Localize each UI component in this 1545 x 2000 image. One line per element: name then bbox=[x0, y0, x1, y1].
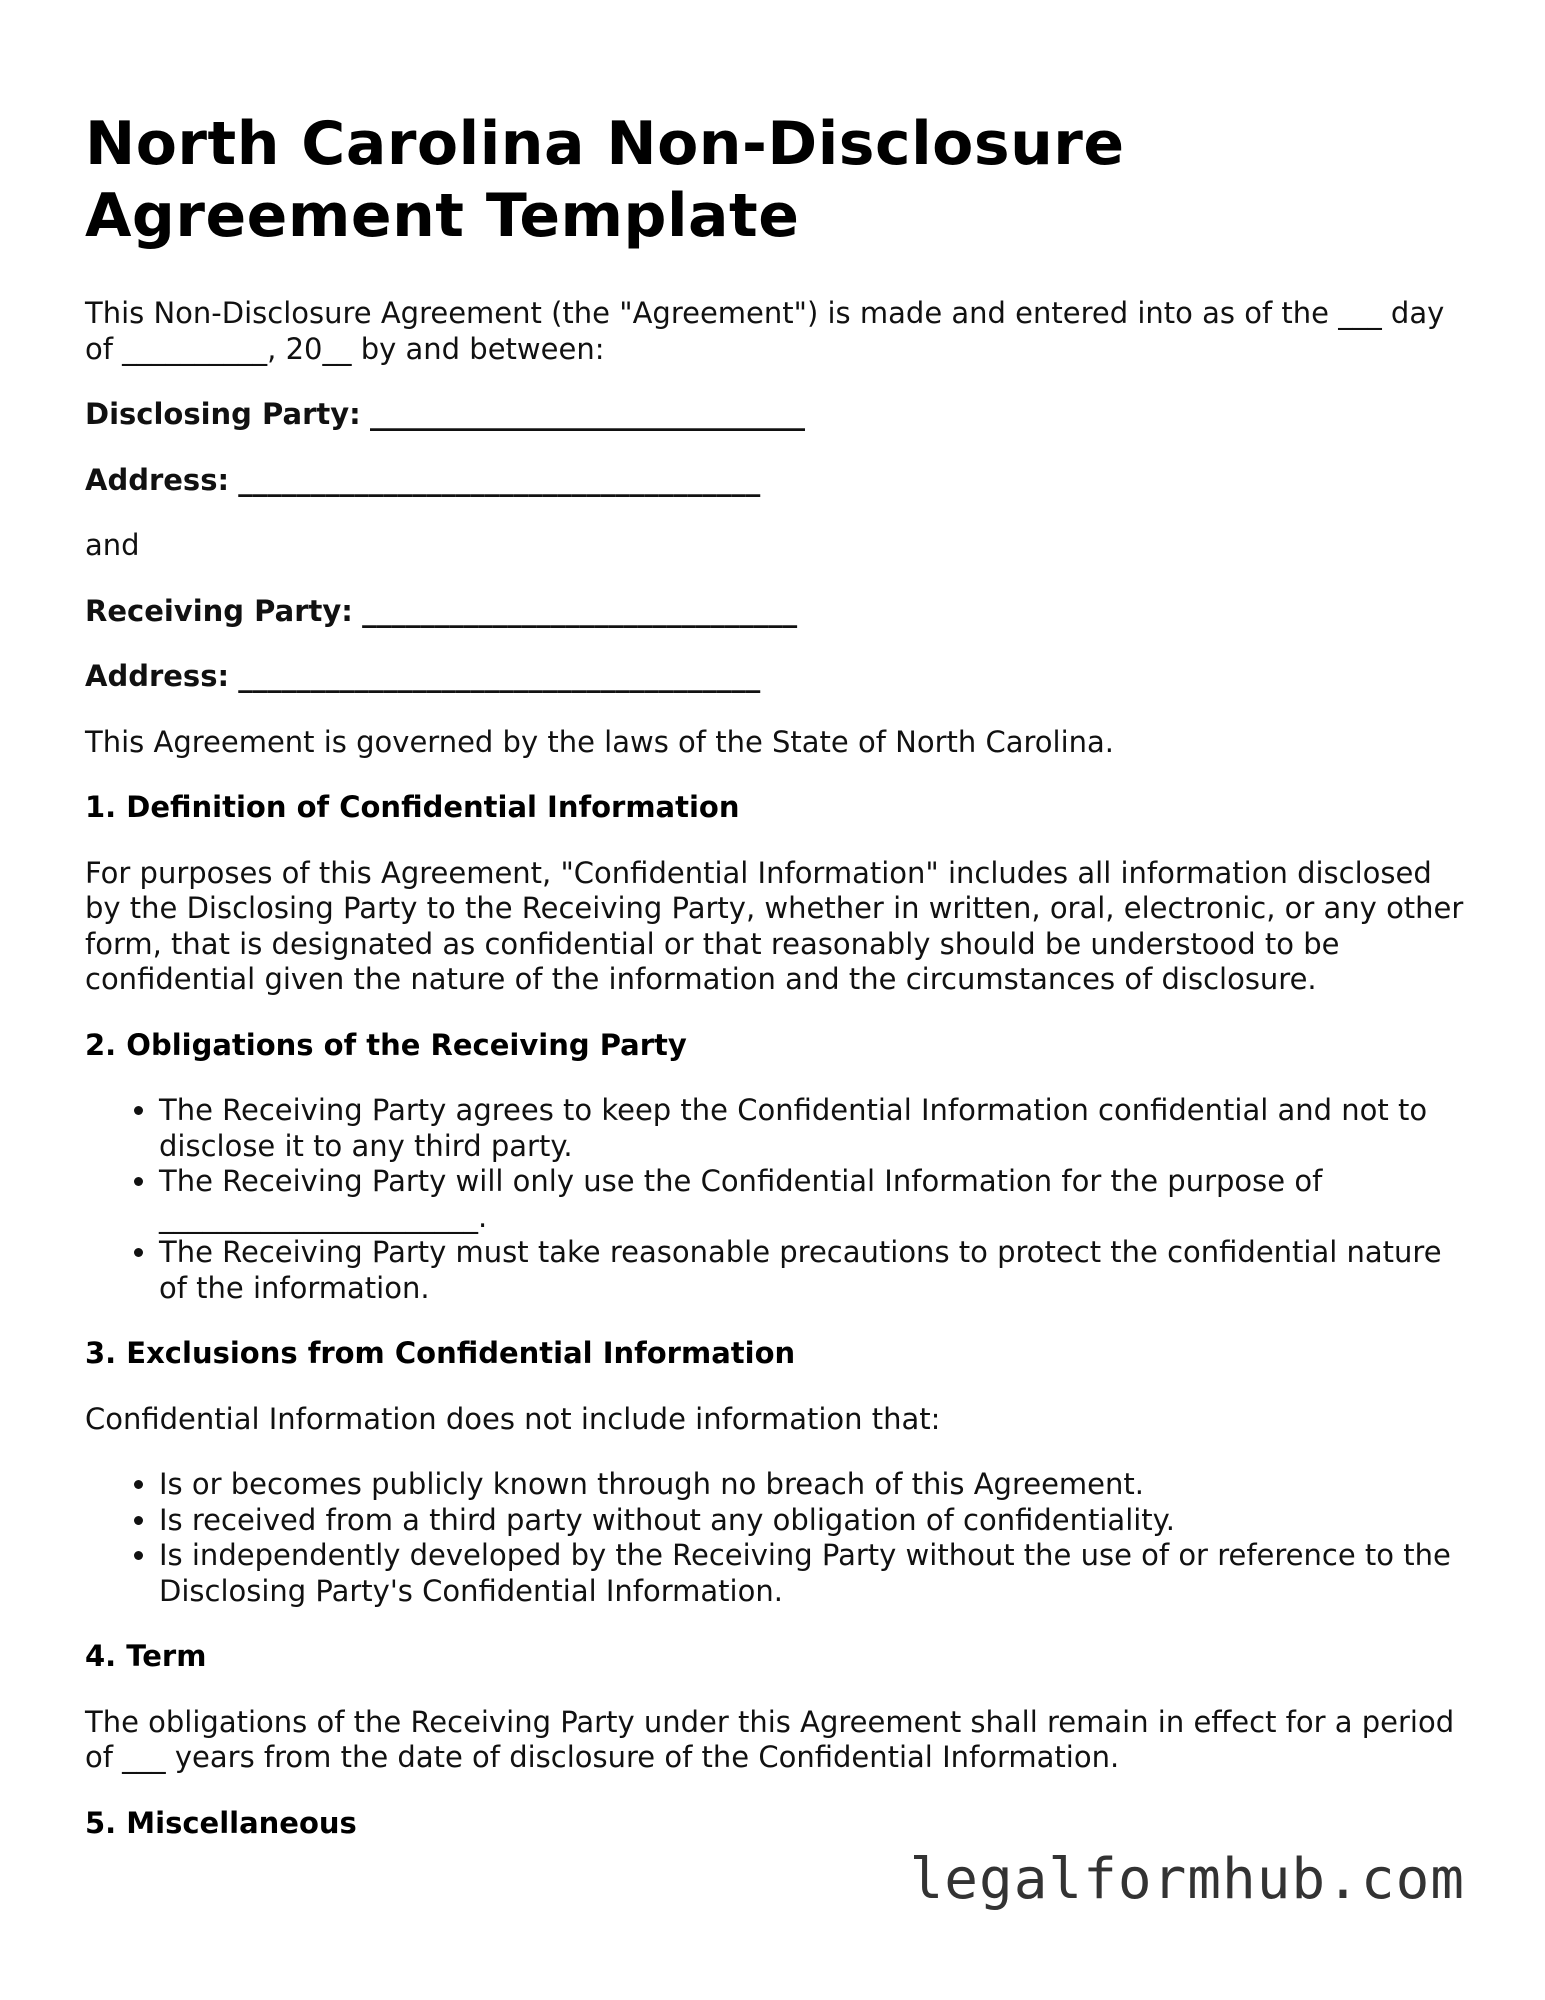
list-item: • Is independently developed by the Receiving Party without the use of or reference to the Disclosing Party's Confidential Information. bbox=[159, 1538, 1465, 1609]
section-exclusions-intro: Confidential Information does not include information that: bbox=[85, 1401, 941, 1436]
receiving-party-blank: ______________________________ bbox=[362, 593, 798, 628]
intro-paragraph: This Non-Disclosure Agreement (the "Agreement") is made and entered into as of the ___ day of __________, 20__ by and between: bbox=[85, 296, 1445, 366]
receiving-address-field bbox=[85, 659, 1465, 695]
disclosing-address-blank: ____________________________________ bbox=[238, 462, 761, 497]
disclosing-party-label: Disclosing Party: bbox=[85, 397, 361, 431]
disclosing-address-label: Address: bbox=[85, 462, 230, 497]
list-item: • The Receiving Party must take reasonable precautions to protect the confidential nature of the information. bbox=[159, 1235, 1465, 1306]
exclusions-list bbox=[85, 1467, 1465, 1609]
document-page bbox=[85, 108, 1465, 1871]
obligations-list bbox=[85, 1093, 1465, 1306]
section-exclusions-heading: 3. Exclusions from Confidential Information bbox=[85, 1336, 796, 1370]
receiving-party-label: Receiving Party: bbox=[85, 593, 353, 628]
receiving-address-label: Address: bbox=[85, 659, 230, 693]
section-term-body: The obligations of the Receiving Party under this Agreement shall remain in effect for a period of ___ years from the date of disclosure of the Confidential Information. bbox=[85, 1704, 1455, 1774]
list-item: • The Receiving Party will only use the Confidential Information for the purpose of ______________________. bbox=[159, 1164, 1465, 1235]
section-definition-body: For purposes of this Agreement, "Confidential Information" includes all information disclosed by the Disclosing Party to the Receiving Party, whether in written, oral, electronic, or any other form, that is designated as confidential or that reasonably should be understood to be confidential given the nature of the information and the circumstances of disclosure. bbox=[85, 855, 1464, 996]
disclosing-party-field bbox=[85, 397, 1465, 433]
list-item: • The Receiving Party agrees to keep the Confidential Information confidential and not to disclose it to any third party. bbox=[159, 1093, 1465, 1164]
section-misc-heading: 5. Miscellaneous bbox=[85, 1805, 357, 1840]
receiving-party-field bbox=[85, 594, 1465, 630]
receiving-address-blank: ____________________________________ bbox=[238, 659, 761, 693]
and-text: and bbox=[85, 528, 140, 562]
document-title: North Carolina Non-Disclosure Agreement Template bbox=[85, 109, 1125, 251]
disclosing-address-field bbox=[85, 463, 1465, 499]
section-term-heading: 4. Term bbox=[85, 1639, 207, 1673]
disclosing-party-blank: ______________________________ bbox=[369, 397, 805, 431]
section-obligations-heading: 2. Obligations of the Receiving Party bbox=[85, 1027, 687, 1062]
list-item: • Is or becomes publicly known through no breach of this Agreement. bbox=[159, 1467, 1465, 1503]
watermark-text: legalformhub.com bbox=[909, 1847, 1465, 1912]
governing-law-text: This Agreement is governed by the laws of the State of North Carolina. bbox=[85, 724, 1115, 759]
section-definition-heading: 1. Definition of Confidential Information bbox=[85, 790, 740, 824]
list-item: • Is received from a third party without any obligation of confidentiality. bbox=[159, 1503, 1465, 1539]
